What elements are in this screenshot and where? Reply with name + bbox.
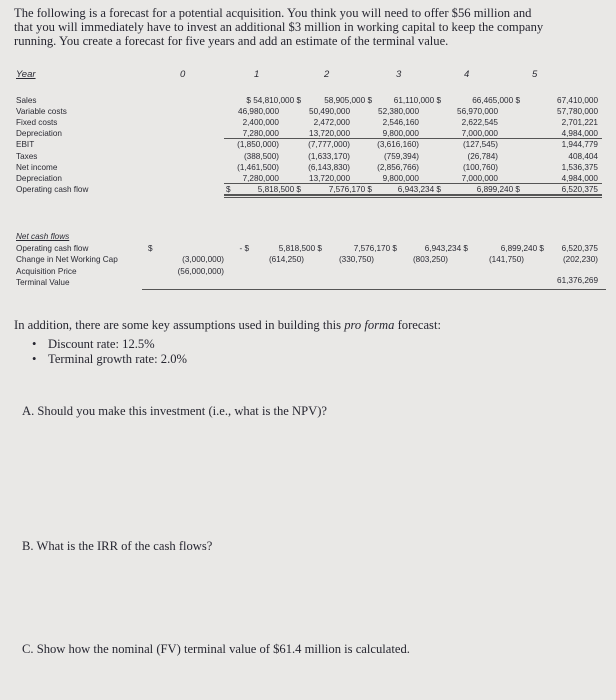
cell: (202,230) bbox=[562, 255, 598, 264]
intro-line: running. You create a forecast for five years and add an estimate of the terminal value. bbox=[14, 34, 449, 48]
cell: 56,970,000 bbox=[457, 107, 498, 116]
cell: 67,410,000 bbox=[557, 96, 598, 105]
year-4: 4 bbox=[464, 69, 470, 80]
question-c: C. Show how the nominal (FV) terminal value of $61.4 million is calculated. bbox=[22, 642, 410, 656]
row-label: Operating cash flow bbox=[16, 185, 89, 194]
net-cash-flows-label: Net cash flows bbox=[16, 232, 70, 241]
intro-line: that you will immediately have to invest an additional $3 million in working capital to keep the company bbox=[14, 20, 544, 34]
list-item bbox=[32, 352, 604, 367]
cell: 6,520,375 bbox=[561, 244, 598, 253]
cell: - $ bbox=[239, 244, 249, 253]
assumptions-list bbox=[14, 337, 604, 367]
row-label: Change in Net Working Cap bbox=[16, 255, 118, 264]
forecast-table bbox=[14, 64, 604, 294]
bullet-icon: • bbox=[32, 352, 37, 366]
cell: 13,720,000 bbox=[309, 174, 350, 183]
cell: 61,110,000 $ bbox=[393, 96, 441, 105]
cell: 5,818,500 $ bbox=[278, 244, 322, 253]
cell-dollar: $ bbox=[226, 185, 231, 194]
row-label: Operating cash flow bbox=[16, 244, 89, 253]
cell: 4,984,000 bbox=[561, 174, 598, 183]
cell: 6,943,234 $ bbox=[397, 185, 441, 194]
cell: (759,394) bbox=[383, 152, 419, 161]
cell: (127,545) bbox=[462, 140, 498, 149]
row-label: Depreciation bbox=[16, 174, 62, 183]
cell: 2,472,000 bbox=[313, 118, 350, 127]
heading-text: In addition, there are some key assumptions used in building this bbox=[14, 318, 345, 332]
row-label: Acquisition Price bbox=[16, 267, 77, 276]
cell: 4,984,000 bbox=[561, 129, 598, 138]
cell: (141,750) bbox=[488, 255, 524, 264]
cell: 58,905,000 $ bbox=[324, 96, 372, 105]
cell: 46,980,000 bbox=[238, 107, 279, 116]
assumption-discount-rate: Discount rate: 12.5% bbox=[48, 337, 155, 351]
question-b: B. What is the IRR of the cash flows? bbox=[22, 539, 213, 553]
row-label: Sales bbox=[16, 96, 37, 105]
heading-emphasis: pro forma bbox=[344, 318, 395, 332]
cell: (7,777,000) bbox=[308, 140, 350, 149]
intro-paragraph bbox=[14, 6, 604, 48]
cell: (1,633,170) bbox=[308, 152, 350, 161]
year-5: 5 bbox=[532, 69, 538, 80]
cell: 1,944,779 bbox=[561, 140, 598, 149]
cell: (1,850,000) bbox=[237, 140, 279, 149]
cell: 6,899,240 $ bbox=[476, 185, 520, 194]
heading-text: forecast: bbox=[394, 318, 441, 332]
rule bbox=[224, 183, 602, 184]
cell: 9,800,000 bbox=[382, 174, 419, 183]
list-item bbox=[32, 337, 604, 352]
assumptions bbox=[14, 318, 604, 367]
cell: (3,616,160) bbox=[377, 140, 419, 149]
cell: 6,943,234 $ bbox=[424, 244, 468, 253]
cell: 9,800,000 bbox=[382, 129, 419, 138]
cell: $ bbox=[148, 244, 153, 253]
cell: (388,500) bbox=[243, 152, 279, 161]
assumption-growth-rate: Terminal growth rate: 2.0% bbox=[48, 352, 188, 366]
year-0: 0 bbox=[180, 69, 186, 80]
cell: 52,380,000 bbox=[378, 107, 419, 116]
double-rule bbox=[224, 195, 602, 198]
row-label: Depreciation bbox=[16, 129, 62, 138]
question-a: A. Should you make this investment (i.e., what is the NPV)? bbox=[22, 404, 328, 418]
cell: 2,622,545 bbox=[461, 118, 498, 127]
cell: (1,461,500) bbox=[237, 163, 279, 172]
cell: 50,490,000 bbox=[309, 107, 350, 116]
cell: (100,760) bbox=[462, 163, 498, 172]
cell: 1,536,375 bbox=[561, 163, 598, 172]
year-3: 3 bbox=[396, 69, 402, 80]
cell: 7,576,170 $ bbox=[328, 185, 372, 194]
cell: 7,576,170 $ bbox=[353, 244, 397, 253]
cell: (3,000,000) bbox=[182, 255, 224, 264]
cell-terminal-value: 61,376,269 bbox=[557, 276, 598, 285]
cell: (56,000,000) bbox=[177, 267, 224, 276]
bullet-icon: • bbox=[32, 337, 37, 351]
row-label: Fixed costs bbox=[16, 118, 58, 127]
cell: (26,784) bbox=[467, 152, 498, 161]
cell: 57,780,000 bbox=[557, 107, 598, 116]
cell: 5,818,500 $ bbox=[257, 185, 301, 194]
cell: 7,280,000 bbox=[242, 129, 279, 138]
rule bbox=[142, 289, 606, 290]
row-label: Terminal Value bbox=[16, 278, 70, 287]
year-label: Year bbox=[16, 69, 36, 80]
intro-line: The following is a forecast for a potential acquisition. You think you will need to offer $56 million and bbox=[14, 6, 532, 20]
rule bbox=[224, 138, 602, 139]
cell: 2,701,221 bbox=[561, 118, 598, 127]
cell: 13,720,000 bbox=[309, 129, 350, 138]
cell: 2,546,160 bbox=[382, 118, 419, 127]
cell: 7,280,000 bbox=[242, 174, 279, 183]
cell-sales-y1: $ 54,810,000 $ bbox=[246, 96, 301, 105]
year-2: 2 bbox=[324, 69, 330, 80]
year-1: 1 bbox=[254, 69, 260, 80]
cell: 2,400,000 bbox=[242, 118, 279, 127]
cell: (803,250) bbox=[412, 255, 448, 264]
row-label: Net income bbox=[16, 163, 58, 172]
row-label: EBIT bbox=[16, 140, 35, 149]
cell: 6,520,375 bbox=[561, 185, 598, 194]
row-label: Taxes bbox=[16, 152, 38, 161]
cell: 66,465,000 $ bbox=[472, 96, 520, 105]
cell: 408,404 bbox=[568, 152, 598, 161]
cell: (330,750) bbox=[338, 255, 374, 264]
assumptions-heading bbox=[14, 318, 604, 333]
cell: 7,000,000 bbox=[461, 129, 498, 138]
row-label: Variable costs bbox=[16, 107, 67, 116]
cell: (6,143,830) bbox=[308, 163, 350, 172]
cell: 7,000,000 bbox=[461, 174, 498, 183]
cell: 6,899,240 $ bbox=[500, 244, 544, 253]
cell: (2,856,766) bbox=[377, 163, 419, 172]
cell: (614,250) bbox=[268, 255, 304, 264]
